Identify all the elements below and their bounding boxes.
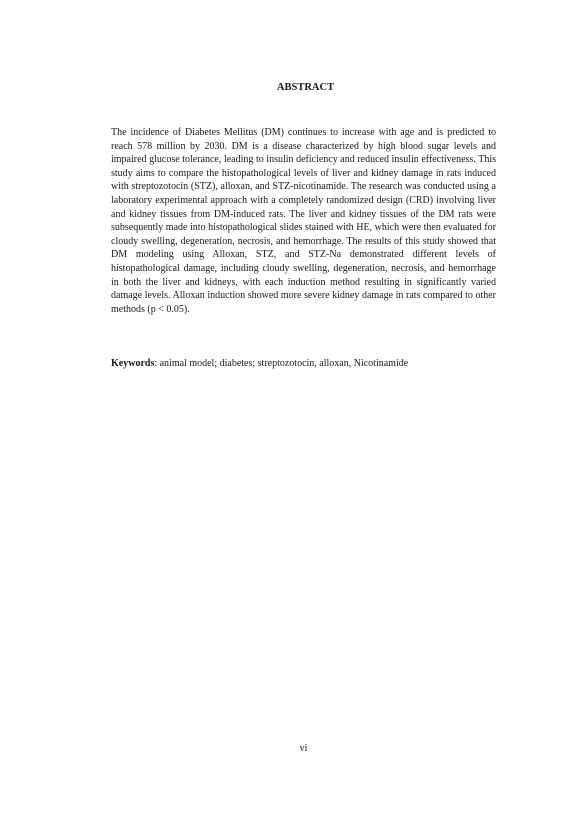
keywords-label: Keywords [111, 358, 155, 369]
abstract-heading: ABSTRACT [276, 82, 335, 93]
page-number: vi [299, 743, 308, 754]
keywords-line [111, 357, 496, 371]
keywords-list: : animal model; diabetes; streptozotocin, alloxan, Nicotinamide [154, 358, 409, 369]
abstract-paragraph: The incidence of Diabetes Mellitus (DM) continues to increase with age and is predicted to reach 578 million by 2030. DM is a disease characterized by high blood sugar levels and impaired glucose tolerance, leading to insulin deficiency and reduced insulin effectiveness. This study aims to compare the histopathological levels of liver and kidney damage in rats induced with streptozotocin (STZ), alloxan, and STZ-nicotinamide. The research was conducted using a laboratory experimental approach with a completely randomized design (CRD) involving liver and kidney tissues from DM-induced rats. The liver and kidney tissues of the DM rats were subsequently made into histopathological slides stained with HE, which were then evaluated for cloudy swelling, degeneration, necrosis, and hemorrhage. The results of this study showed that DM modeling using Alloxan, STZ, and STZ-Na demonstrated different levels of histopathological damage, including cloudy swelling, degeneration, necrosis, and hemorrhage in both the liver and kidneys, with each induction method resulting in significantly varied damage levels. Alloxan induction showed more severe kidney damage in rats compared to other methods (p < 0.05). [111, 127, 496, 315]
